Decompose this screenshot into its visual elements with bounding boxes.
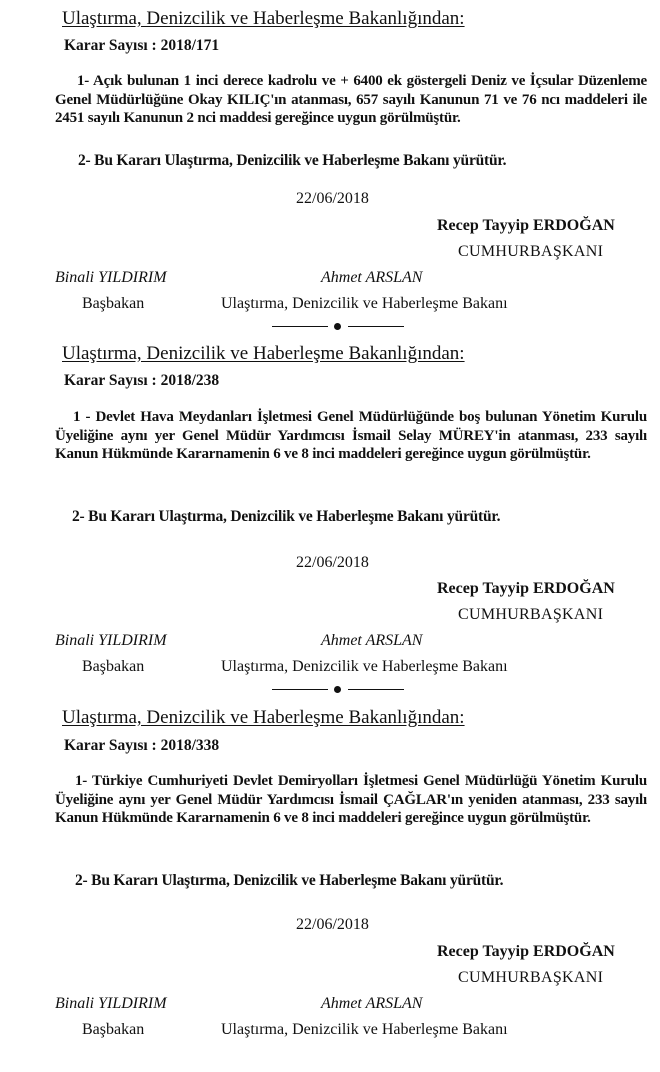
minister-name: Ahmet ARSLAN bbox=[321, 995, 423, 1012]
prime-minister-name: Binali YILDIRIM bbox=[55, 632, 167, 649]
president-title: CUMHURBAŞKANI bbox=[458, 969, 604, 986]
decision-item-1: 1 - Devlet Hava Meydanları İşletmesi Genel Müdürlüğünde boş bulunan Yönetim Kurulu Üyeliğine aynı yer Genel Müdür Yardımcısı İsmail Selay MÜREY'in atanması, 233 sayılı Kanun Hükmünde Kararnamenin 6 ve 8 inci maddeleri gereğince uygun görülmüştür. bbox=[55, 409, 647, 462]
president-name: Recep Tayyip ERDOĞAN bbox=[437, 580, 615, 597]
decision-item-1: 1- Türkiye Cumhuriyeti Devlet Demiryolları İşletmesi Genel Müdürlüğü Yönetim Kurulu Üyeliğine aynı yer Genel Müdür Yardımcısı İsmail ÇAĞLAR'ın yeniden atanması, 233 sayılı Kanun Hükmünde Kararnamenin 6 ve 8 inci maddeleri gereğince uygun görülmüştür. bbox=[55, 773, 647, 826]
decision-number: Karar Sayısı : 2018/238 bbox=[64, 372, 220, 389]
ministry-heading: Ulaştırma, Denizcilik ve Haberleşme Bakanlığından: bbox=[62, 343, 465, 364]
prime-minister-name: Binali YILDIRIM bbox=[55, 995, 167, 1012]
minister-title: Ulaştırma, Denizcilik ve Haberleşme Bakanı bbox=[221, 658, 508, 675]
prime-minister-title: Başbakan bbox=[82, 1021, 145, 1038]
prime-minister-name: Binali YILDIRIM bbox=[55, 269, 167, 286]
prime-minister-title: Başbakan bbox=[82, 295, 145, 312]
minister-title: Ulaştırma, Denizcilik ve Haberleşme Bakanı bbox=[221, 1021, 508, 1038]
president-name: Recep Tayyip ERDOĞAN bbox=[437, 943, 615, 960]
decision-date: 22/06/2018 bbox=[296, 190, 369, 207]
decision-number: Karar Sayısı : 2018/338 bbox=[64, 737, 220, 754]
decision-item-2: 2- Bu Kararı Ulaştırma, Denizcilik ve Haberleşme Bakanı yürütür. bbox=[72, 508, 501, 525]
decision-date: 22/06/2018 bbox=[296, 916, 369, 933]
president-name: Recep Tayyip ERDOĞAN bbox=[437, 217, 615, 234]
decision-item-2: 2- Bu Kararı Ulaştırma, Denizcilik ve Haberleşme Bakanı yürütür. bbox=[75, 872, 504, 889]
decision-number: Karar Sayısı : 2018/171 bbox=[64, 37, 220, 54]
section-separator bbox=[272, 685, 404, 695]
ministry-heading: Ulaştırma, Denizcilik ve Haberleşme Bakanlığından: bbox=[62, 707, 465, 728]
decision-item-2: 2- Bu Kararı Ulaştırma, Denizcilik ve Haberleşme Bakanı yürütür. bbox=[78, 152, 507, 169]
minister-name: Ahmet ARSLAN bbox=[321, 632, 423, 649]
decision-item-1: 1- Açık bulunan 1 inci derece kadrolu ve + 6400 ek göstergeli Deniz ve İçsular Düzenleme Genel Müdürlüğüne Okay KILIÇ'ın atanması, 657 sayılı Kanunun 71 ve 76 ncı maddeleri ile 2451 sayılı Kanunun 2 nci maddesi gereğince uygun görülmüştür. bbox=[55, 73, 647, 126]
president-title: CUMHURBAŞKANI bbox=[458, 606, 604, 623]
prime-minister-title: Başbakan bbox=[82, 658, 145, 675]
minister-name: Ahmet ARSLAN bbox=[321, 269, 423, 286]
section-separator bbox=[272, 322, 404, 332]
president-title: CUMHURBAŞKANI bbox=[458, 243, 604, 260]
minister-title: Ulaştırma, Denizcilik ve Haberleşme Bakanı bbox=[221, 295, 508, 312]
ministry-heading: Ulaştırma, Denizcilik ve Haberleşme Bakanlığından: bbox=[62, 8, 465, 29]
decision-date: 22/06/2018 bbox=[296, 554, 369, 571]
